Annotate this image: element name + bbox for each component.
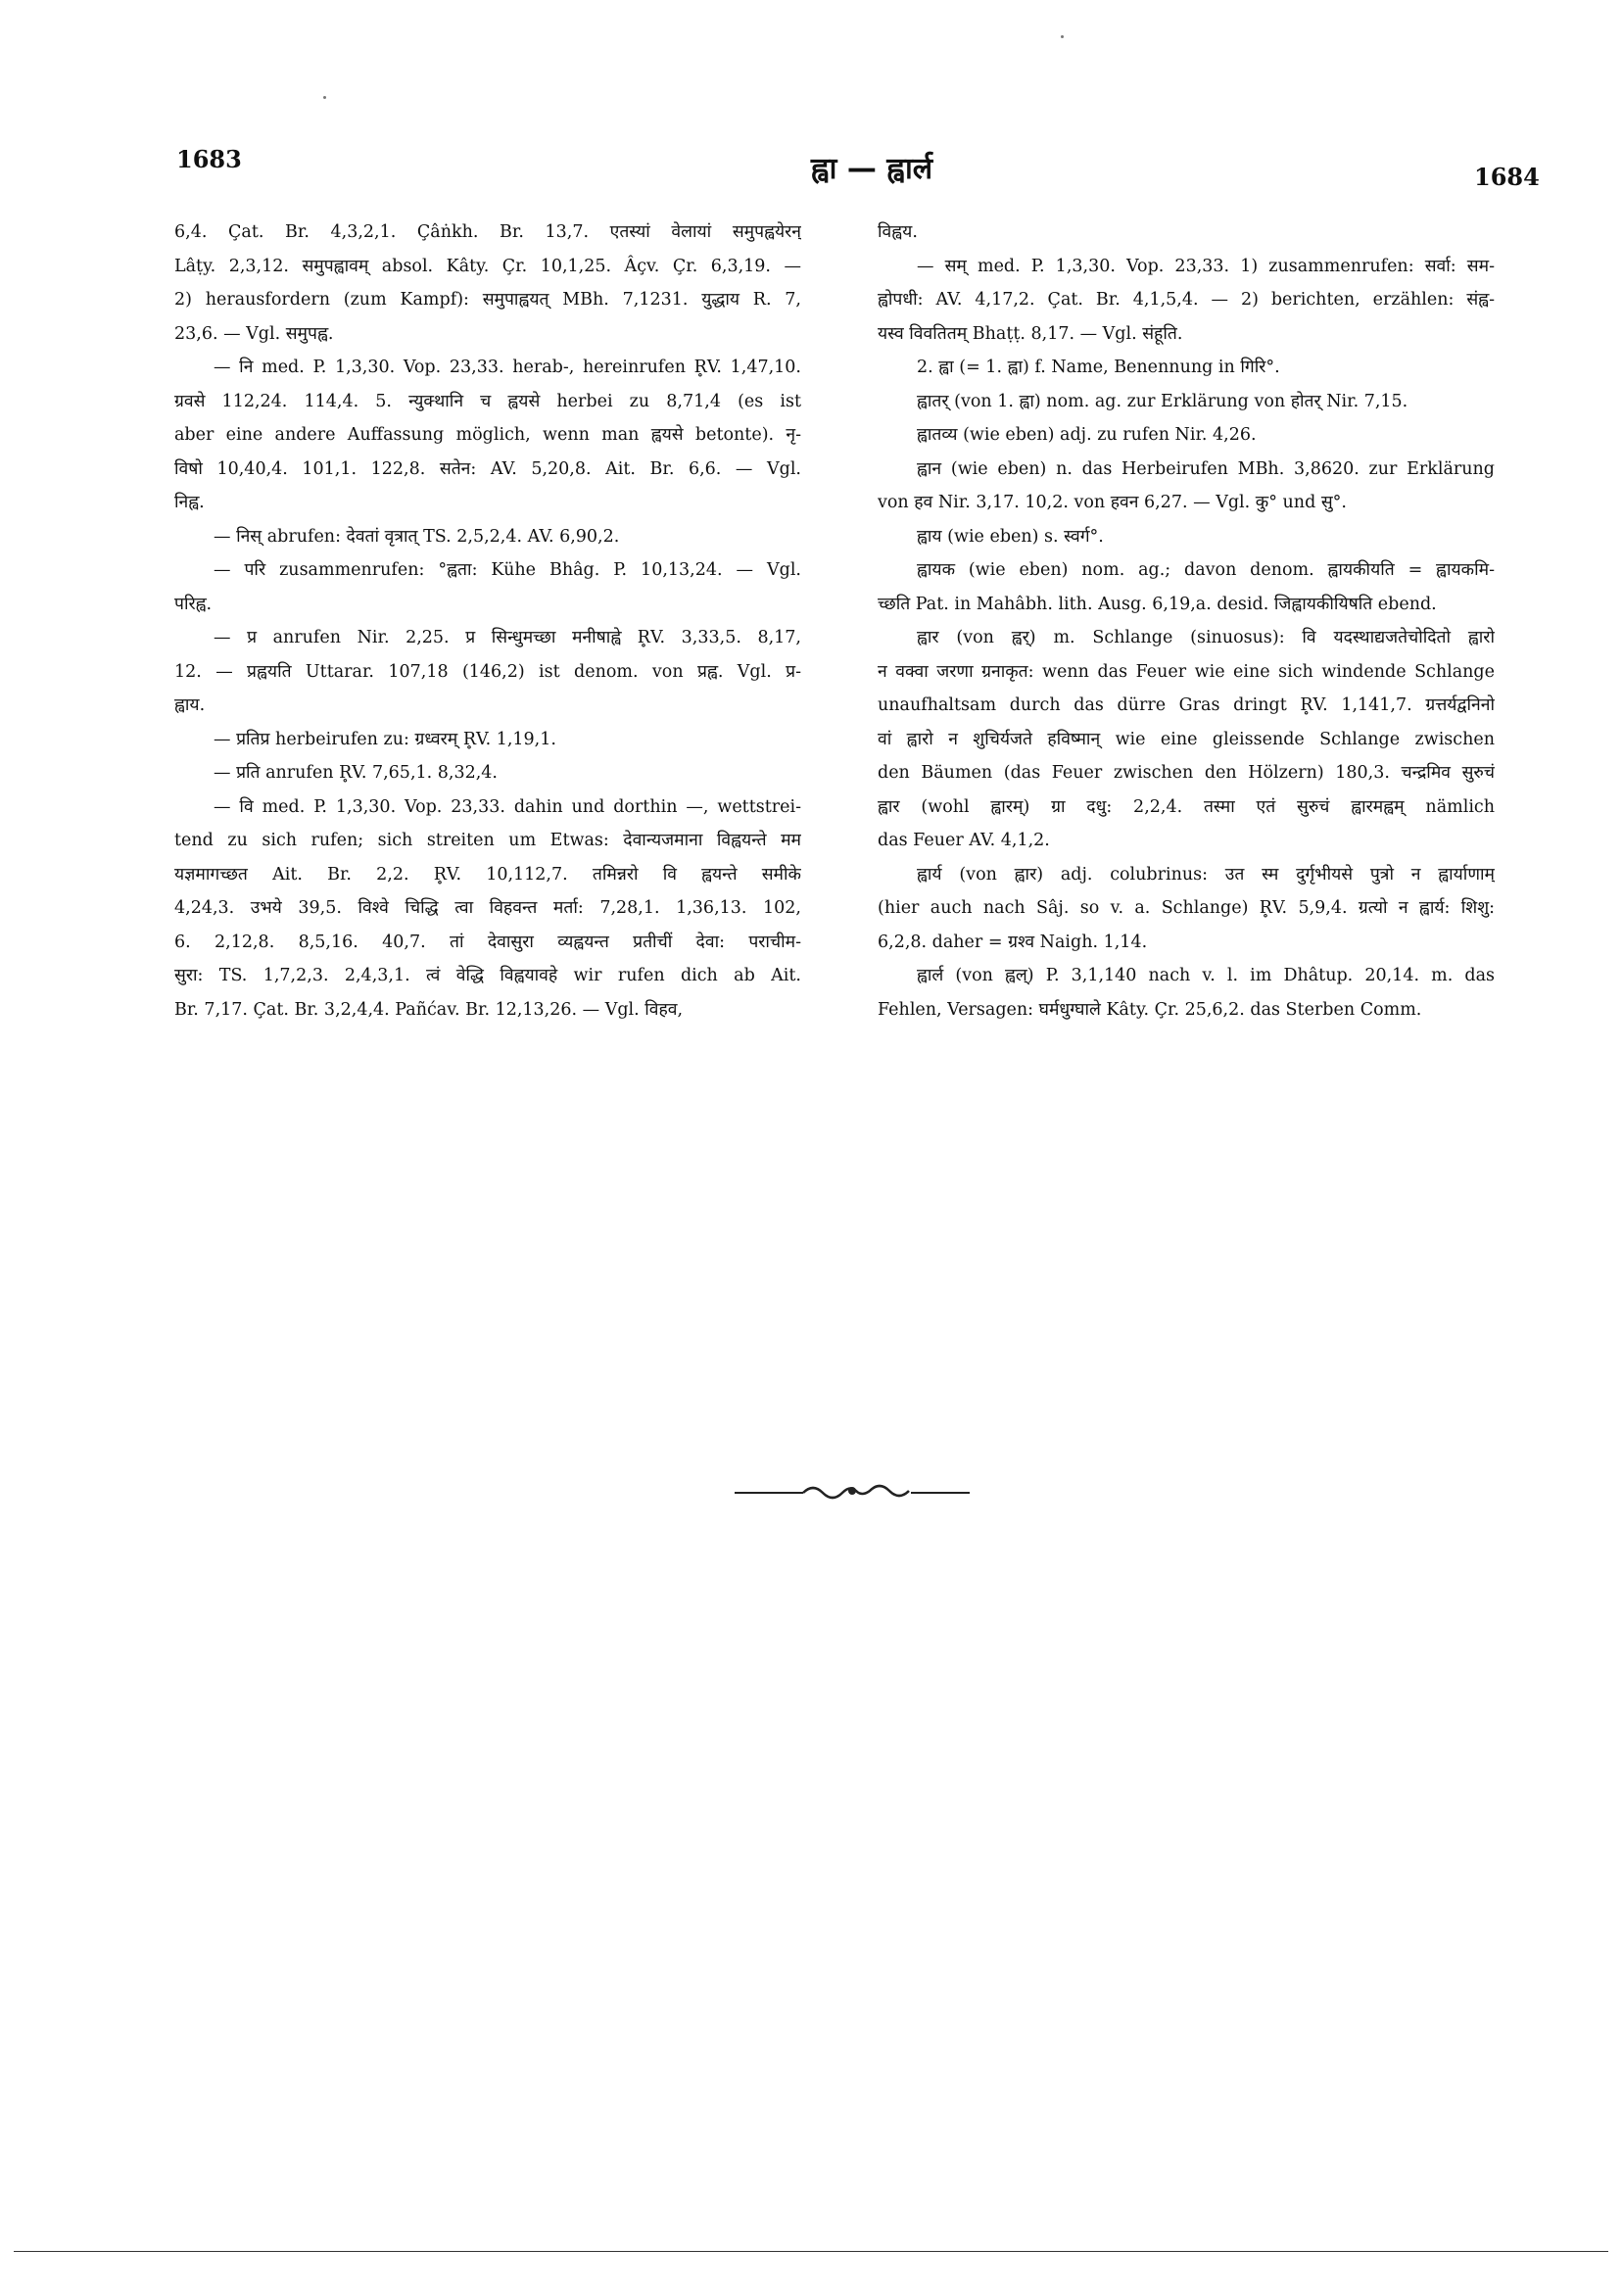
text-line: 2. ह्वा (= 1. ह्वा) f. Name, Benennung in गिरि°. bbox=[917, 358, 1280, 377]
text-line: (hier auch nach Sâj. so v. a. Schlange) R̥V. 5,9,4. ग्रत्यो न ह्वार्य: शिशु: bbox=[878, 898, 1495, 918]
text-line: Lâṭy. 2,3,12. समुपह्वावम् absol. Kâty. Çr. 10,1,25. Âçv. Çr. 6,3,19. — bbox=[174, 256, 801, 276]
text-line: 6. 2,12,8. 8,5,16. 40,7. तां देवासुरा व्यह्वयन्त प्रतीचीं देवा: पराचीम- bbox=[174, 932, 801, 952]
text-line: ह्वाय. bbox=[174, 695, 206, 715]
text-line: Fehlen, Versagen: घर्मधुग्घाले Kâty. Çr. 25,6,2. das Sterben Comm. bbox=[878, 999, 1422, 1020]
text-line: ह्वोपधी: AV. 4,17,2. Çat. Br. 4,1,5,4. — 2) berichten, erzählen: संह्व- bbox=[878, 290, 1495, 310]
text-line: ह्वाय (wie eben) s. स्वर्ग°. bbox=[917, 526, 1104, 547]
text-line: von हव Nir. 3,17. 10,2. von हवन 6,27. — Vgl. कु° und सु°. bbox=[878, 493, 1347, 512]
text-line: unaufhaltsam durch das dürre Gras dringt R̥V. 1,141,7. ग्रत्तर्यद्वनिनो bbox=[878, 695, 1495, 715]
text-line: — प्रतिप्र herbeirufen zu: ग्रध्वरम् R̥V. 1,19,1. bbox=[214, 729, 556, 749]
text-line: — सम् med. P. 1,3,30. Vop. 23,33. 1) zusammenrufen: सर्वा: सम- bbox=[917, 256, 1495, 276]
text-line: — प्रति anrufen R̥V. 7,65,1. 8,32,4. bbox=[214, 763, 498, 783]
text-line: च्छति Pat. in Mahâbh. lith. Ausg. 6,19,a. desid. जिह्वायकीयिषति ebend. bbox=[878, 594, 1437, 614]
text-line: 4,24,3. उभये 39,5. विश्वे चिद्धि त्वा विहवन्त मर्ता: 7,28,1. 1,36,13. 102, bbox=[174, 898, 801, 918]
text-line: ह्वातर् (von 1. ह्वा) nom. ag. zur Erklärung von होतर् Nir. 7,15. bbox=[917, 391, 1408, 411]
text-line: 12. — प्रह्वयति Uttarar. 107,18 (146,2) ist denom. von प्रह्व. Vgl. प्र- bbox=[174, 661, 801, 682]
scan-speck bbox=[1061, 35, 1064, 38]
page-number-right: 1684 bbox=[1474, 163, 1540, 191]
text-line: — प्र anrufen Nir. 2,25. प्र सिन्धुमच्छा मनीषाह्वे R̥V. 3,33,5. 8,17, bbox=[214, 628, 801, 647]
text-line: 6,4. Çat. Br. 4,3,2,1. Çâṅkh. Br. 13,7. एतस्यां वेलायां समुपह्वयेरन् bbox=[174, 222, 801, 242]
text-line: — निस् abrufen: देवतां वृत्रात् TS. 2,5,2,4. AV. 6,90,2. bbox=[214, 526, 620, 547]
text-line: यस्व विवतितम् Bhaṭṭ. 8,17. — Vgl. संहूति. bbox=[878, 323, 1183, 344]
text-line: ग्रवसे 112,24. 114,4. 5. न्युक्थानि च ह्वयसे herbei zu 8,71,4 (es ist bbox=[174, 391, 801, 411]
left-column bbox=[174, 215, 801, 1027]
text-line: tend zu sich rufen; sich streiten um Etwas: देवान्यजमाना विह्वयन्ते मम bbox=[174, 831, 801, 850]
text-line: — परि zusammenrufen: °ह्वता: Kühe Bhâg. P. 10,13,24. — Vgl. bbox=[214, 560, 801, 580]
text-line: Br. 7,17. Çat. Br. 3,2,4,4. Pañćav. Br. 12,13,26. — Vgl. विहव, bbox=[174, 999, 684, 1020]
text-line: — नि med. P. 1,3,30. Vop. 23,33. herab-, hereinrufen R̥V. 1,47,10. bbox=[214, 358, 801, 377]
text-line: ह्वार्य (von ह्वार) adj. colubrinus: उत स्म दुर्गृभीयसे पुत्रो न ह्वार्याणाम् bbox=[917, 864, 1495, 885]
text-line: das Feuer AV. 4,1,2. bbox=[878, 831, 1050, 850]
bottom-rule bbox=[14, 2251, 1608, 2252]
text-line: ह्वान (wie eben) n. das Herbeirufen MBh. 3,8620. zur Erklärung bbox=[917, 458, 1495, 479]
right-column bbox=[878, 215, 1495, 1027]
text-line: सुरा: TS. 1,7,2,3. 2,4,3,1. त्वं वेद्धि विह्वयावहे wir rufen dich ab Ait. bbox=[174, 966, 801, 985]
text-line: ह्वातव्य (wie eben) adj. zu rufen Nir. 4,26. bbox=[917, 425, 1257, 445]
text-line: — वि med. P. 1,3,30. Vop. 23,33. dahin und dorthin —, wettstrei- bbox=[214, 796, 801, 817]
text-line: परिह्व. bbox=[174, 594, 213, 614]
text-line: ह्वायक (wie eben) nom. ag.; davon denom. ह्वायकीयति = ह्वायकमि- bbox=[917, 560, 1495, 580]
text-line: विह्वय. bbox=[878, 222, 918, 242]
ornament-divider bbox=[735, 1481, 970, 1505]
running-headword: ह्वा — ह्वार्ल bbox=[810, 152, 933, 186]
text-line: ह्वार (von ह्वर्) m. Schlange (sinuosus): वि यदस्थाद्यजतेचोदितो ह्वारो bbox=[917, 628, 1495, 647]
text-line: 23,6. — Vgl. समुपह्व. bbox=[174, 323, 334, 344]
text-line: den Bäumen (das Feuer zwischen den Hölzern) 180,3. चन्द्रमिव सुरुचं bbox=[878, 763, 1495, 783]
text-line: निह्व. bbox=[174, 493, 205, 512]
text-line: न वक्वा जरणा ग्रनाकृत: wenn das Feuer wie eine sich windende Schlange bbox=[878, 661, 1495, 682]
text-line: aber eine andere Auffassung möglich, wenn man ह्वयसे betonte). नृ- bbox=[174, 425, 801, 445]
text-line: विषो 10,40,4. 101,1. 122,8. सतेन: AV. 5,20,8. Ait. Br. 6,6. — Vgl. bbox=[174, 458, 801, 479]
text-line: ह्वार (wohl ह्वारम्) ग्रा दधु: 2,2,4. तस्मा एतं सुरुचं ह्वारमह्वम् nämlich bbox=[878, 796, 1495, 817]
text-line: यज्ञमागच्छत Ait. Br. 2,2. R̥V. 10,112,7. तमिन्नरो वि ह्वयन्ते समीके bbox=[174, 864, 801, 885]
text-line: ह्वार्ल (von ह्वल्) P. 3,1,140 nach v. l. im Dhâtup. 20,14. m. das bbox=[917, 966, 1495, 985]
page-number-left: 1683 bbox=[176, 145, 242, 173]
text-line: 2) herausfordern (zum Kampf): समुपाह्वयत् MBh. 7,1231. युद्धाय R. 7, bbox=[174, 290, 801, 310]
text-line: वां ह्वारो न शुचिर्यजते हविष्मान् wie eine gleissende Schlange zwischen bbox=[878, 729, 1495, 749]
text-line: 6,2,8. daher = ग्रश्व Naigh. 1,14. bbox=[878, 932, 1148, 952]
scan-speck bbox=[323, 96, 326, 99]
